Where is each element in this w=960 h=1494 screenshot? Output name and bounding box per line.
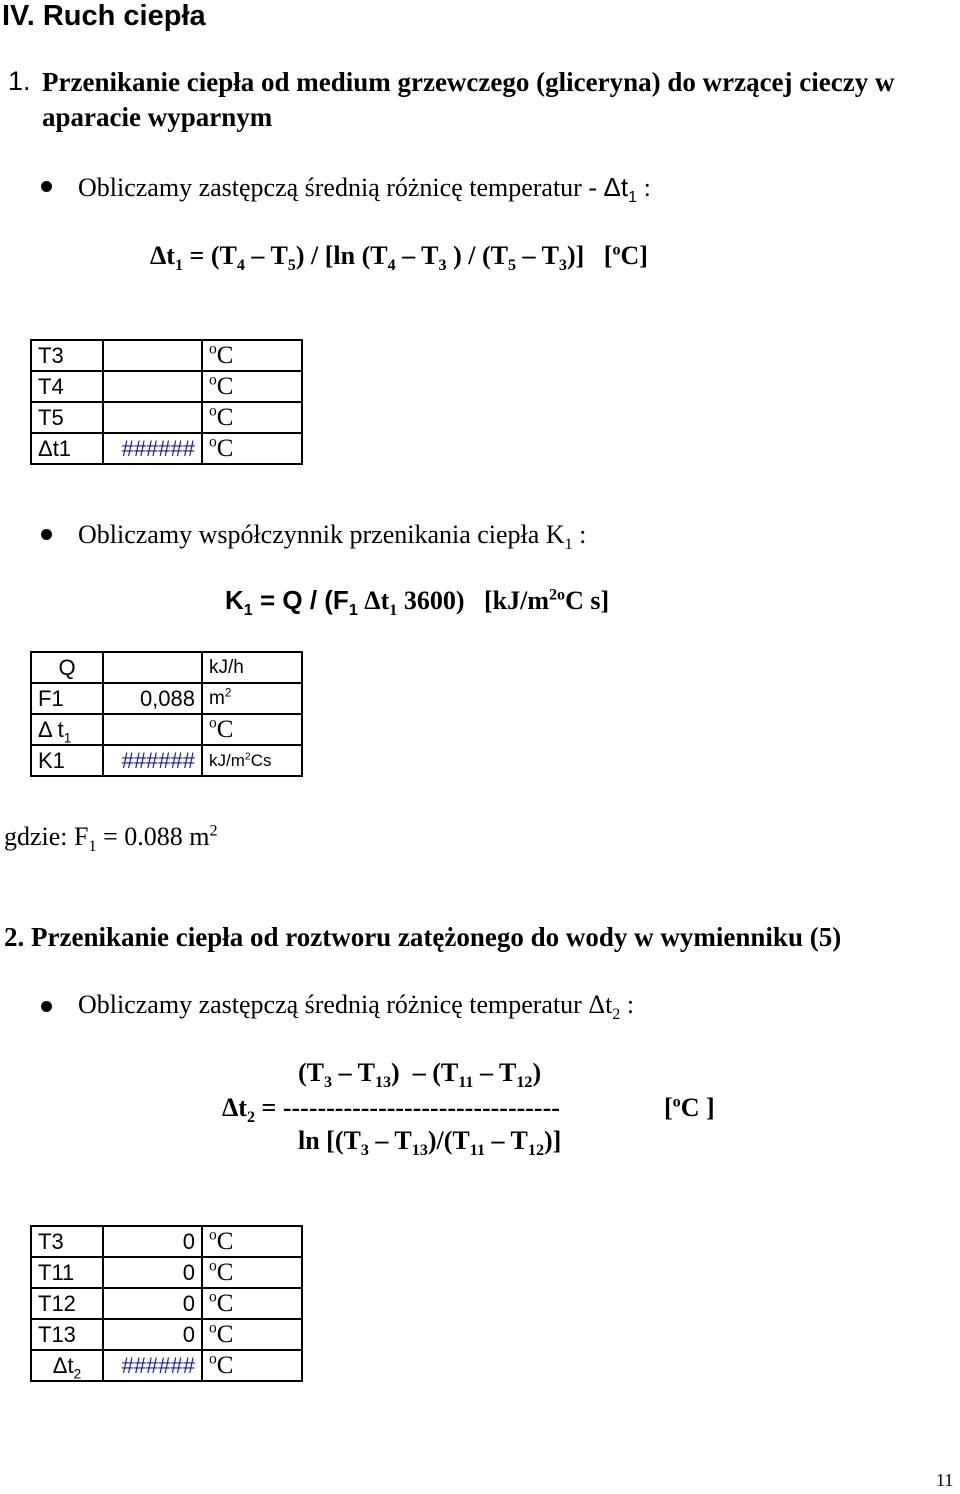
cell-label: K1 — [31, 745, 103, 776]
cell-value[interactable] — [103, 340, 202, 371]
cell-label: T12 — [31, 1288, 103, 1319]
table-row — [31, 1257, 302, 1288]
section-1-title-line-2: aparacie wyparnym — [42, 102, 273, 132]
section-1-number: 1. — [8, 66, 31, 96]
formula-delta-t1: $\Delta t_1 = (T_4 - T_5) / [\ln$ ($T_4 - T_3$ ) / $(T_5 - T_3)$] [$^o$C] — [150, 241, 648, 275]
table-row — [31, 402, 302, 433]
cell-value[interactable]: ###### — [103, 433, 202, 464]
cell-label: F1 — [31, 683, 103, 714]
cell-label: Δ $t_1$ — [31, 714, 103, 745]
cell-label: T3 — [31, 1226, 103, 1257]
cell-label: T5 — [31, 402, 103, 433]
cell-unit: $^o$C — [202, 1226, 302, 1257]
cell-unit: $^o$C — [202, 1288, 302, 1319]
bullet-dot — [41, 181, 52, 192]
cell-value[interactable]: 0,088 — [103, 683, 202, 714]
bullet-dot — [41, 1001, 52, 1012]
cell-value[interactable]: 0 — [103, 1288, 202, 1319]
table-row — [31, 1319, 302, 1350]
cell-unit: $^o$C — [202, 1350, 302, 1381]
page-heading: IV. Ruch ciepła — [2, 0, 206, 32]
cell-value[interactable] — [103, 652, 202, 683]
cell-value[interactable]: 0 — [103, 1226, 202, 1257]
table-temperatures-2 — [30, 1225, 303, 1382]
table-row — [31, 745, 302, 776]
section-1-title-line-1: Przenikanie ciepła od medium grzewczego (gliceryna) do wrzącej cieczy w — [42, 67, 895, 97]
table-row — [31, 371, 302, 402]
cell-unit: $^o$C — [202, 340, 302, 371]
cell-label: T4 — [31, 371, 103, 402]
cell-value[interactable] — [103, 714, 202, 745]
cell-value[interactable]: ###### — [103, 1350, 202, 1381]
cell-value[interactable]: ###### — [103, 745, 202, 776]
cell-unit: $^o$C — [202, 371, 302, 402]
bullet-dot — [41, 529, 52, 540]
table-row — [31, 340, 302, 371]
formula-denominator: $\ln [(T_3 - T_{13})/(T_{11} - T_{12})]$ — [298, 1126, 562, 1160]
formula-unit: [$^o$C ] — [664, 1093, 715, 1122]
cell-unit: $^o$C — [202, 402, 302, 433]
bullet-text-mean-temp-diff: Obliczamy zastępczą średnią różnicę temperatur - $\Delta t_1$ : — [78, 172, 651, 207]
table-row — [31, 652, 302, 683]
section-2-title: 2. Przenikanie ciepła od roztworu zatężonego do wody w wymienniku (5) — [4, 922, 842, 952]
cell-unit: kJ/h — [202, 652, 302, 683]
table-row — [31, 1226, 302, 1257]
cell-label: Δt1 — [31, 433, 103, 464]
table-temperatures-1 — [30, 339, 303, 465]
table-heat-transfer — [30, 651, 303, 777]
cell-unit: $^o$C — [202, 1319, 302, 1350]
cell-label: T13 — [31, 1319, 103, 1350]
formula-delta-t2: $\Delta t_2$ = -------------------------------- — [222, 1093, 560, 1127]
cell-unit: $^o$C — [202, 433, 302, 464]
cell-unit: $m^2$ — [202, 683, 302, 714]
cell-label: T3 — [31, 340, 103, 371]
cell-unit: $^o$C — [202, 714, 302, 745]
cell-unit: $^o$C — [202, 1257, 302, 1288]
table-row — [31, 1350, 302, 1381]
cell-value[interactable] — [103, 371, 202, 402]
bullet-text-heat-transfer-coeff: Obliczamy współczynnik przenikania ciepła $K_1$ : — [78, 520, 587, 554]
table-row — [31, 714, 302, 745]
cell-value[interactable]: 0 — [103, 1319, 202, 1350]
table-row — [31, 683, 302, 714]
cell-unit: $kJ/m^2Cs$ — [202, 745, 302, 776]
page-number: 11 — [936, 1470, 954, 1490]
where-f1-note: gdzie: $F_1 = 0.088$ $m^2$ — [4, 822, 218, 856]
table-row — [31, 1288, 302, 1319]
cell-label: T11 — [31, 1257, 103, 1288]
formula-k1: $K_1 = Q / (F_1$ $\Delta t_1$ 3600) [$kJ/m^{2o}C$ s] — [225, 585, 610, 620]
cell-label: $\Delta t_2$ — [31, 1350, 103, 1381]
bullet-text-mean-temp-diff-2: Obliczamy zastępczą średnią różnicę temperatur $\Delta t_2$ : — [78, 990, 635, 1024]
cell-value[interactable]: 0 — [103, 1257, 202, 1288]
table-row — [31, 433, 302, 464]
cell-value[interactable] — [103, 402, 202, 433]
formula-numerator: $(T_3 - T_{13}) - (T_{11} - T_{12})$ — [298, 1058, 542, 1092]
cell-label: Q — [31, 652, 103, 683]
